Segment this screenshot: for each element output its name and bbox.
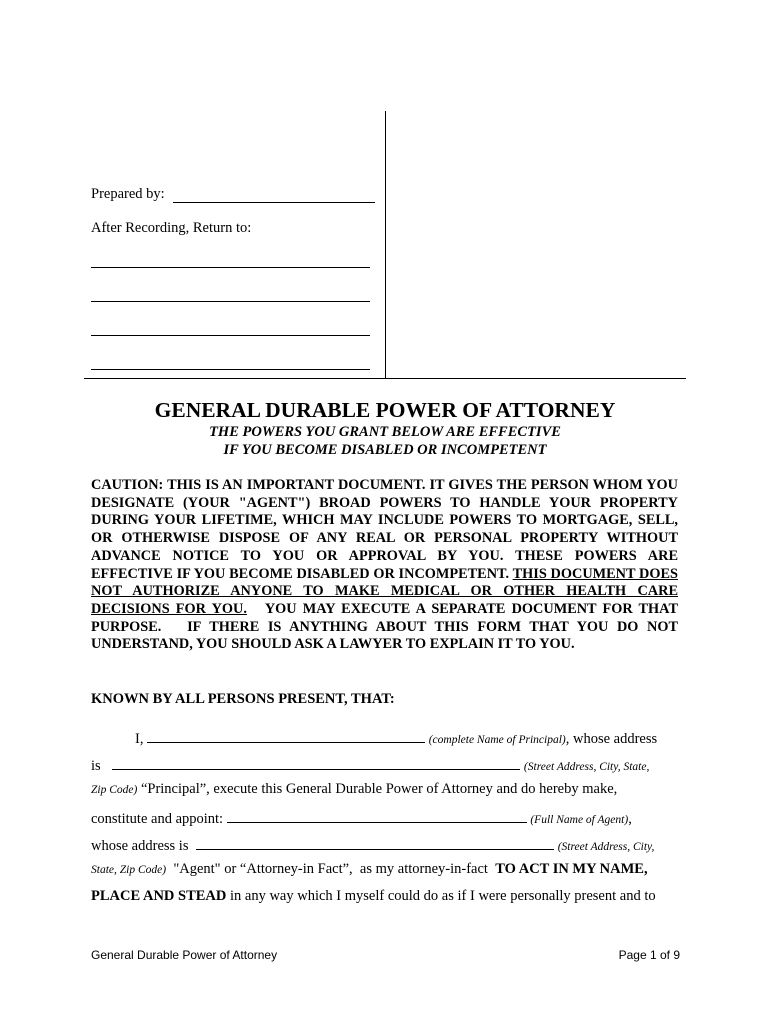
agent-name-field[interactable] xyxy=(227,808,527,823)
return-to-field-4[interactable] xyxy=(91,369,370,370)
body-line-7 xyxy=(91,888,680,905)
caution-text-2: YOU MAY EXECUTE A SEPARATE DOCUMENT FOR THAT PURPOSE. IF THERE IS ANYTHING ABOUT THIS FORM THAT YOU DO NOT UNDERSTAND, YOU SHOULD ASK A LAWYER TO EXPLAIN IT TO YOU. xyxy=(91,600,682,653)
return-to-field-3[interactable] xyxy=(91,335,370,336)
document-subtitle-2: IF YOU BECOME DISABLED OR INCOMPETENT xyxy=(223,442,547,458)
body-line-3 xyxy=(91,781,680,798)
body-line-5 xyxy=(91,835,680,855)
agent-name-hint: (Full Name of Agent) xyxy=(530,814,629,826)
i-label: I, xyxy=(135,731,144,747)
act-in-my-name-text: TO ACT IN MY NAME, xyxy=(495,861,648,877)
footer-page-number: Page 1 of 9 xyxy=(618,948,680,962)
caution-text-1: CAUTION: THIS IS AN IMPORTANT DOCUMENT. IT GIVES THE PERSON WHOM YOU DESIGNATE (YOUR "AGENT") BROAD POWERS TO HANDLE YOUR PROPERTY DURING YOUR LIFETIME, WHICH MAY INCLUDE POWERS TO MORTGAGE, SELL, OR OTHERWISE DISPOSE OF ANY REAL OR PERSONAL PROPERTY WITHOUT ADVANCE NOTICE TO YOU OR APPROVAL BY YOU. THESE POWERS ARE EFFECTIVE IF YOU BECOME DISABLED OR INCOMPETENT. xyxy=(91,477,678,582)
agent-text: "Agent" or “Attorney-in Fact”, as my attorney-in-fact xyxy=(166,861,496,877)
street-hint-1: (Street Address, City, State, xyxy=(523,761,650,773)
last-line-text: in any way which I myself could do as if I were personally present and to xyxy=(226,888,656,904)
return-to-field-2[interactable] xyxy=(91,301,370,302)
body-line-4 xyxy=(91,808,680,828)
zip-hint-1: Zip Code) xyxy=(91,784,138,796)
prepared-by-field[interactable] xyxy=(173,202,375,203)
caution-underlined-text: THIS DOCUMENT DOES NOT AUTHORIZE ANYONE TO MAKE MEDICAL OR OTHER HEALTH CARE DECISIONS FOR YOU. xyxy=(91,565,678,617)
footer-document-name: General Durable Power of Attorney xyxy=(91,948,278,962)
document-title: GENERAL DURABLE POWER OF ATTORNEY xyxy=(154,398,616,422)
principal-name-field[interactable] xyxy=(147,728,425,743)
constitute-label: constitute and appoint: xyxy=(91,811,224,827)
agent-address-label: whose address is xyxy=(91,838,189,854)
agent-name-comma: , xyxy=(628,811,632,827)
whose-address-text: , whose address xyxy=(565,731,658,747)
body-line-2 xyxy=(91,755,680,775)
is-label: is xyxy=(91,758,101,774)
header-divider-vertical xyxy=(385,111,386,378)
street-hint-2: (Street Address, City, xyxy=(557,841,655,853)
body-line-6 xyxy=(91,861,680,878)
principal-address-field[interactable] xyxy=(112,755,520,770)
principal-name-hint: (complete Name of Principal) xyxy=(428,734,566,746)
return-to-field-1[interactable] xyxy=(91,267,370,268)
state-zip-hint: State, Zip Code) xyxy=(91,864,167,876)
place-and-stead-text: PLACE AND STEAD xyxy=(91,888,227,904)
known-heading: KNOWN BY ALL PERSONS PRESENT, THAT: xyxy=(91,691,395,707)
caution-paragraph xyxy=(91,477,682,654)
principal-text: “Principal”, execute this General Durable Power of Attorney and do hereby make, xyxy=(137,781,618,797)
agent-address-field[interactable] xyxy=(196,835,554,850)
prepared-by-label: Prepared by: xyxy=(91,186,165,202)
document-subtitle-1: THE POWERS YOU GRANT BELOW ARE EFFECTIVE xyxy=(209,424,561,440)
return-to-label: After Recording, Return to: xyxy=(91,220,252,236)
body-line-1 xyxy=(91,728,680,748)
header-divider-horizontal xyxy=(84,378,686,379)
